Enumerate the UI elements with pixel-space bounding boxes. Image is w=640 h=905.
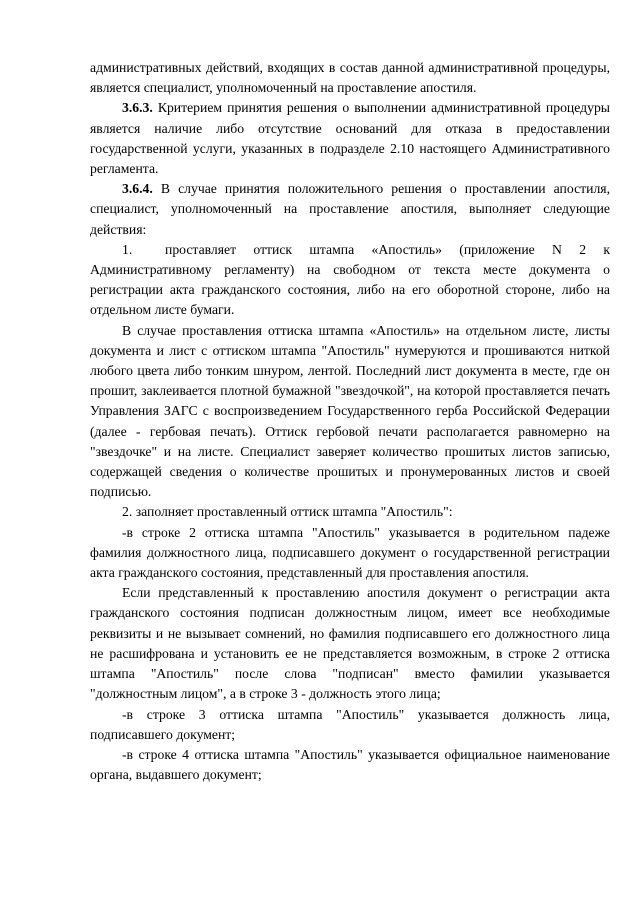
paragraph-3-6-4 — [90, 179, 610, 240]
list-item-text: проставляет оттиск штампа «Апостиль» (приложение N 2 к Административному регламенту) на свободном от текста месте документа о регистрации акта гражданского состояния, либо на его оборотной стороне, либо на отдельном листе бумаги. — [90, 241, 610, 318]
document-page — [90, 58, 610, 785]
paragraph-text: В случае принятия положительного решения о проставлении апостиля, специалист, уполномоченный на проставление апостиля, выполняет следующие действия: — [90, 181, 610, 237]
list-item-1 — [90, 240, 610, 321]
paragraph-3-6-3 — [90, 98, 610, 179]
paragraph-text: Критерием принятия решения о выполнении административной процедуры является наличие либо отсутствие оснований для отказа в предоставлении государственной услуги, указанных в подразделе 2.10 настоящего Административного регламента. — [90, 100, 610, 177]
paragraph-fill-stamp: 2. заполняет проставленный оттиск штампа "Апостиль": — [122, 504, 453, 520]
list-marker: 1. — [122, 241, 133, 257]
paragraph-line-4: -в строке 4 оттиска штампа "Апостиль" указывается официальное наименование органа, выдавшего документ; — [90, 746, 610, 783]
section-number: 3.6.4. — [122, 181, 153, 197]
paragraph-continuation: административных действий, входящих в состав данной административной процедуры, является специалист, уполномоченный на проставление апостиля. — [90, 60, 610, 96]
paragraph-separate-sheet: В случае проставления оттиска штампа «Апостиль» на отдельном листе, листы документа и лист с оттиском штампа "Апостиль" нумеруются и прошиваются ниткой любого цвета либо тонким шнуром, лентой. Последний лист документа в месте, где он прошит, заклеивается плотной бумажной "звездочкой", на которой проставляется печать Управления ЗАГС с воспроизведением Государственного герба Российской Федерации (далее - гербовая печать). Оттиск гербовой печати располагается равномерно на "звездочке" и на листе. Специалист заверяет количество прошитых листов записью, содержащей сведения о количестве прошитых и пронумерованных листов и своей подписью. — [90, 322, 610, 500]
paragraph-line-3: -в строке 3 оттиска штампа "Апостиль" указывается должность лица, подписавшего документ; — [90, 706, 610, 742]
paragraph-line-2: -в строке 2 оттиска штампа "Апостиль" указывается в родительном падеже фамилия должностного лица, подписавшего документ о государственной регистрации акта гражданского состояния, представленный для проставления апостиля. — [90, 524, 610, 581]
paragraph-unsigned-name: Если представленный к проставлению апостиля документ о регистрации акта гражданского состояния подписан должностным лицом, имеет все необходимые реквизиты и не вызывает сомнений, но фамилия подписавшего его должностного лица не расшифрована и установить ее не представляется возможным, в строке 2 оттиска штампа "Апостиль" после слова "подписан" вместо фамилии указывается "должностным лицом", а в строке 3 - должность этого лица; — [90, 585, 610, 702]
section-number: 3.6.3. — [122, 100, 153, 116]
